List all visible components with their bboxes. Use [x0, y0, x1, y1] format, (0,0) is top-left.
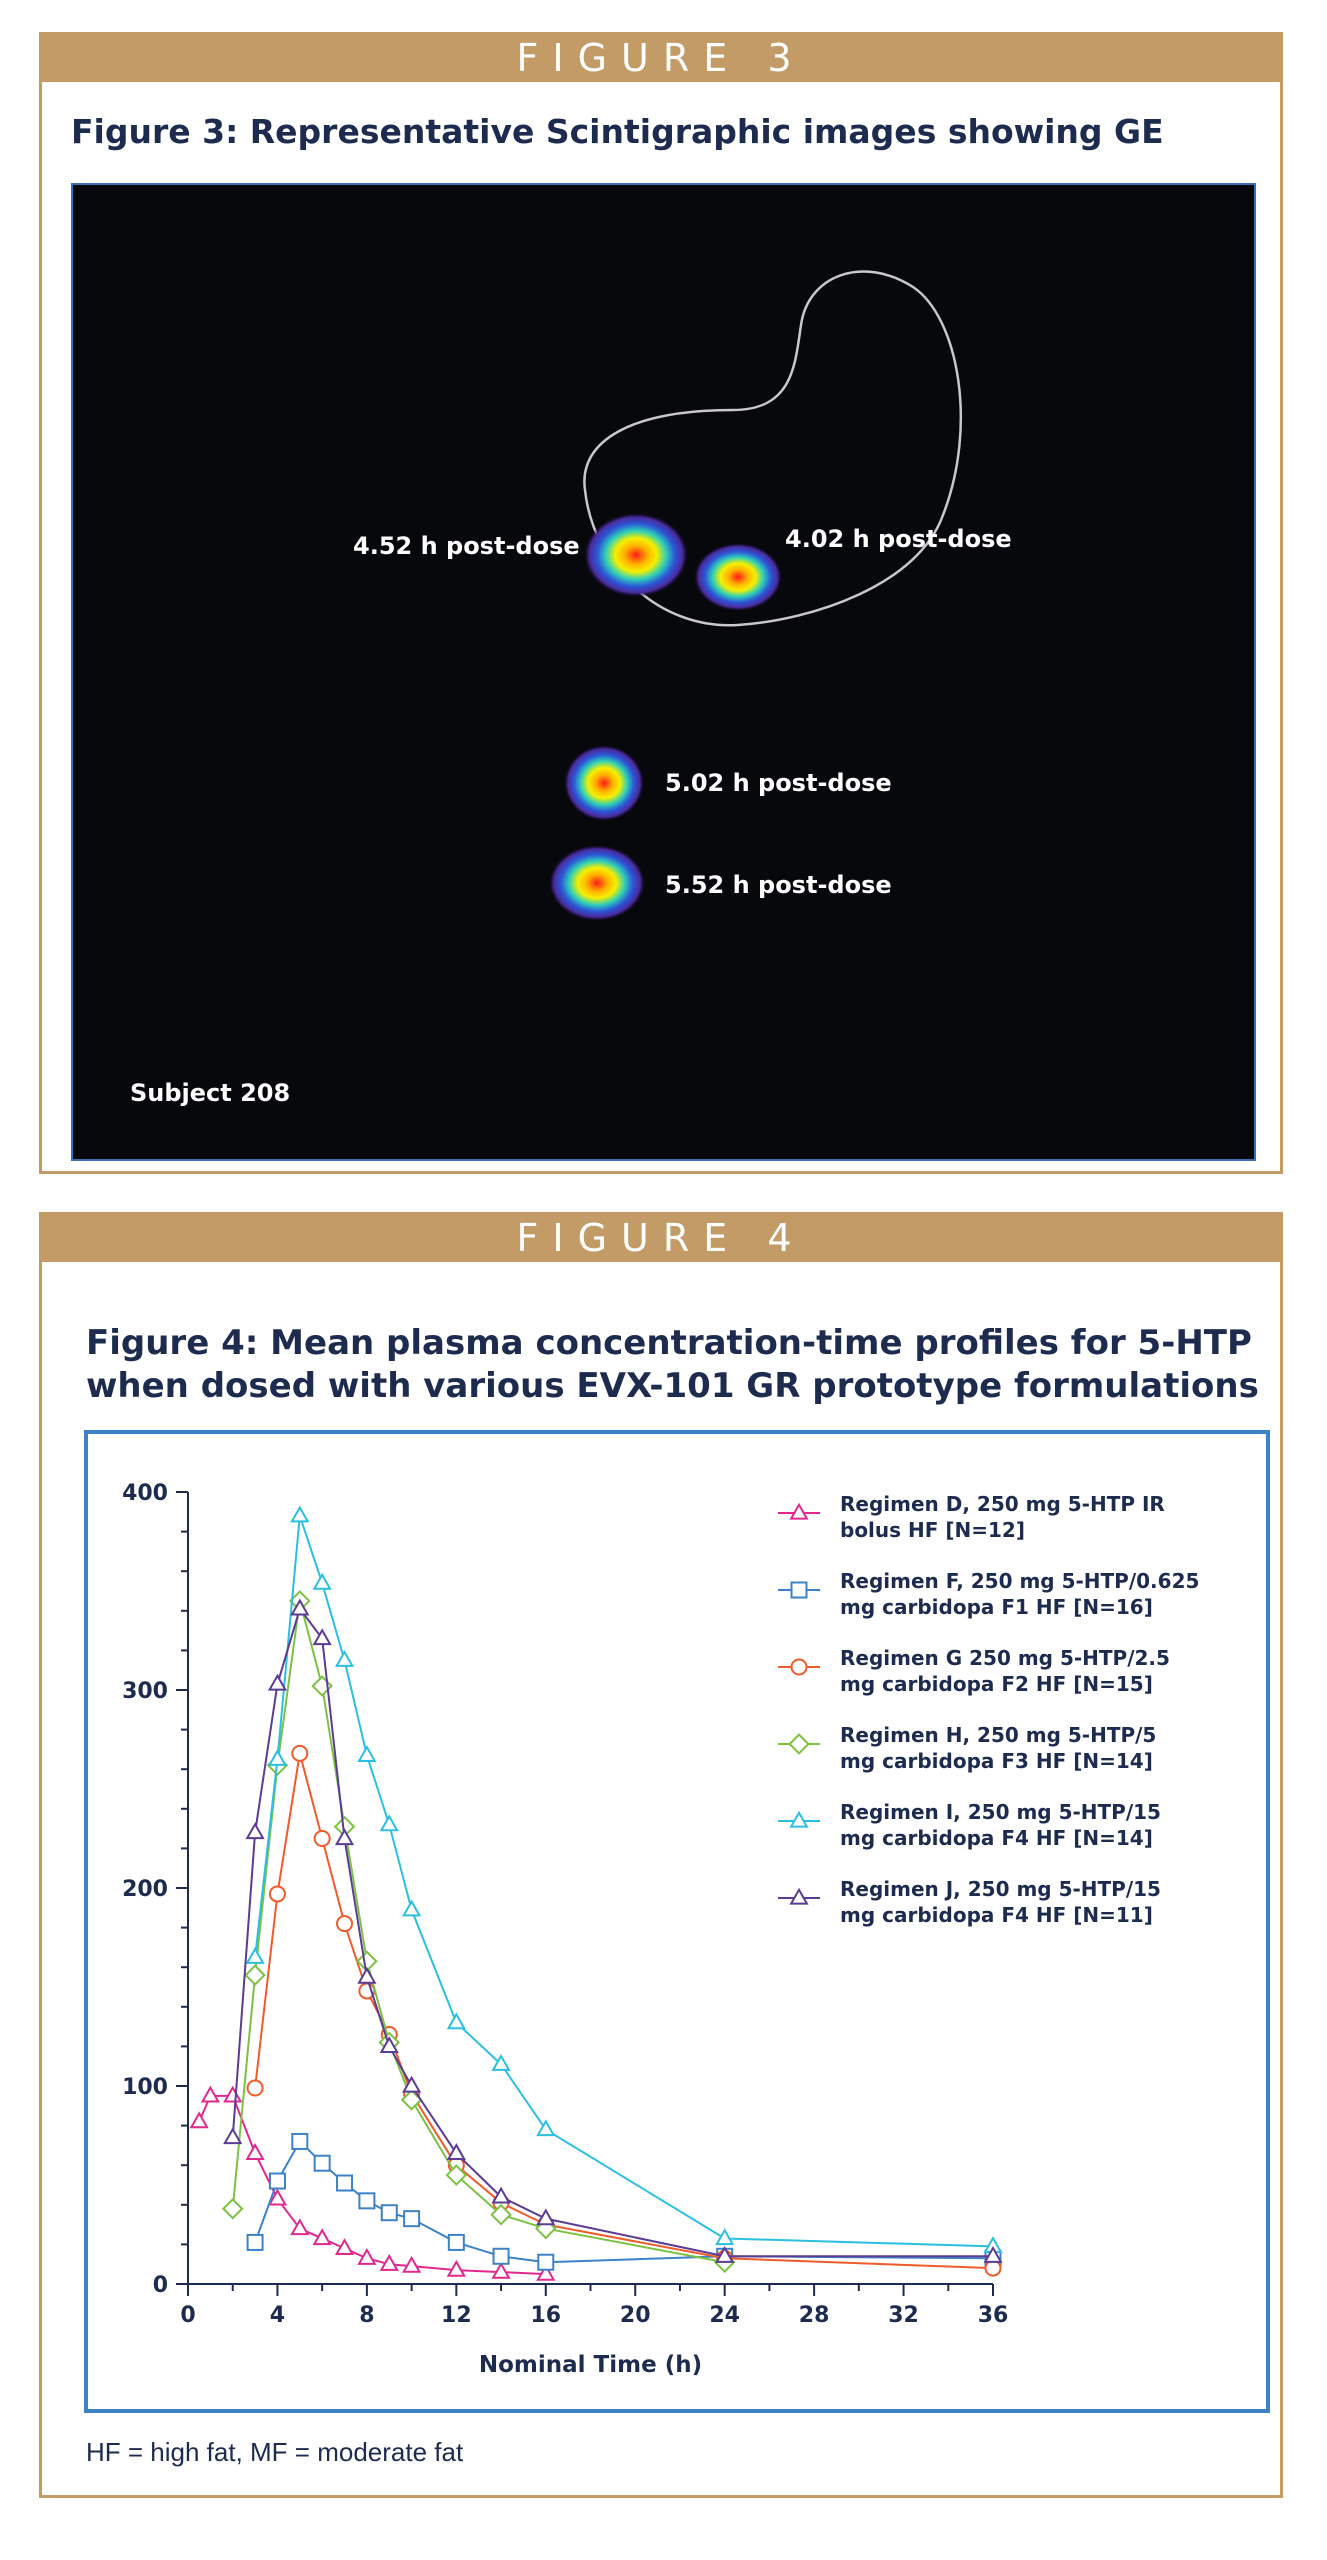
y-tick-label: 100 — [122, 2075, 168, 2100]
label-4-02h: 4.02 h post-dose — [785, 525, 1012, 553]
plasma-concentration-chart — [88, 1434, 1266, 2409]
legend-marker-2 — [792, 1660, 807, 1675]
legend-label-3: Regimen H, 250 mg 5-HTP/5 — [840, 1723, 1157, 1747]
series-point-1 — [382, 2205, 397, 2220]
series-1 — [248, 2134, 1001, 2270]
x-tick-label: 16 — [530, 2303, 562, 2328]
legend-label-4: mg carbidopa F4 HF [N=14] — [840, 1826, 1153, 1850]
chart-frame — [84, 1430, 1270, 2413]
series-point-1 — [449, 2235, 464, 2250]
series-point-2 — [270, 1886, 285, 1901]
figure4-title-line2: when dosed with various EVX-101 GR prototype formulations — [86, 1366, 1259, 1406]
series-point-2 — [248, 2080, 263, 2095]
figure4-banner: FIGURE 4 — [39, 1212, 1283, 1262]
series-point-2 — [315, 1831, 330, 1846]
series-point-2 — [337, 1916, 352, 1931]
legend-marker-0 — [791, 1505, 807, 1519]
legend-label-2: Regimen G 250 mg 5-HTP/2.5 — [840, 1646, 1170, 1670]
y-tick-label: 200 — [122, 1877, 168, 1902]
series-point-5 — [538, 2210, 554, 2224]
series-point-4 — [538, 2121, 554, 2135]
series-point-4 — [270, 1751, 286, 1765]
series-point-0 — [202, 2088, 218, 2102]
x-tick-label: 36 — [977, 2303, 1009, 2328]
bolus-5-02h — [564, 745, 644, 821]
series-point-3 — [246, 1966, 265, 1985]
series-point-5 — [337, 1830, 353, 1844]
series-point-3 — [223, 2199, 242, 2218]
x-axis-label: Nominal Time (h) — [478, 2352, 703, 2378]
series-point-0 — [225, 2088, 241, 2102]
series-point-0 — [493, 2264, 509, 2278]
scintigraphy-image — [71, 183, 1256, 1161]
y-tick-label: 300 — [122, 1679, 168, 1704]
series-point-0 — [247, 2145, 263, 2159]
series-point-4 — [247, 1949, 263, 1963]
series-point-4 — [292, 1508, 308, 1522]
label-5-52h: 5.52 h post-dose — [665, 871, 892, 899]
subject-label: Subject 208 — [130, 1079, 291, 1107]
series-point-4 — [337, 1652, 353, 1666]
legend-label-2: mg carbidopa F2 HF [N=15] — [840, 1672, 1153, 1696]
x-tick-label: 20 — [619, 2303, 651, 2328]
series-point-4 — [448, 2014, 464, 2028]
series-3 — [223, 1592, 734, 2272]
series-point-0 — [314, 2230, 330, 2244]
series-point-1 — [292, 2134, 307, 2149]
series-point-1 — [538, 2255, 553, 2270]
x-tick-label: 12 — [441, 2303, 472, 2328]
series-point-1 — [248, 2235, 263, 2250]
series-point-4 — [717, 2230, 733, 2244]
legend-marker-4 — [791, 1813, 807, 1827]
figure4-title-line1: Figure 4: Mean plasma concentration-time profiles for 5-HTP — [86, 1323, 1252, 1363]
bolus-5-52h — [549, 845, 645, 921]
figure3-title: Figure 3: Representative Scintigraphic images showing GE — [71, 112, 1164, 151]
series-point-2 — [292, 1746, 307, 1761]
series-point-1 — [270, 2174, 285, 2189]
series-point-2 — [986, 2261, 1001, 2276]
series-point-1 — [337, 2176, 352, 2191]
series-point-1 — [494, 2249, 509, 2264]
series-point-0 — [359, 2250, 375, 2264]
series-point-0 — [191, 2113, 207, 2127]
legend-marker-1 — [792, 1583, 807, 1598]
series-point-4 — [359, 1747, 375, 1761]
chart-legend — [778, 1492, 1199, 1927]
series-point-5 — [448, 2145, 464, 2159]
series-point-1 — [359, 2193, 374, 2208]
y-tick-label: 400 — [122, 1481, 168, 1506]
series-point-5 — [225, 2129, 241, 2143]
series-line-3 — [233, 1601, 725, 2262]
legend-label-0: bolus HF [N=12] — [840, 1518, 1025, 1542]
series-point-1 — [404, 2211, 419, 2226]
series-point-4 — [381, 1816, 397, 1830]
series-point-0 — [337, 2240, 353, 2254]
legend-marker-3 — [790, 1735, 809, 1754]
label-4-52h: 4.52 h post-dose — [353, 532, 580, 560]
x-tick-label: 8 — [359, 2303, 375, 2328]
legend-label-3: mg carbidopa F3 HF [N=14] — [840, 1749, 1153, 1773]
series-point-4 — [314, 1575, 330, 1589]
x-tick-label: 28 — [798, 2303, 830, 2328]
legend-label-1: Regimen F, 250 mg 5-HTP/0.625 — [840, 1569, 1200, 1593]
series-point-4 — [404, 1902, 420, 1916]
x-tick-label: 0 — [180, 2303, 196, 2328]
series-point-1 — [315, 2156, 330, 2171]
legend-marker-5 — [791, 1890, 807, 1904]
footnote: HF = high fat, MF = moderate fat — [86, 2437, 464, 2467]
bolus-4-52h — [584, 513, 688, 597]
series-point-5 — [270, 1676, 286, 1690]
y-tick-label: 0 — [152, 2273, 168, 2298]
x-tick-label: 4 — [269, 2303, 286, 2328]
legend-label-5: Regimen J, 250 mg 5-HTP/15 — [840, 1877, 1161, 1901]
bolus-4-02h — [694, 543, 782, 611]
x-tick-label: 24 — [709, 2303, 740, 2328]
label-5-02h: 5.02 h post-dose — [665, 769, 892, 797]
x-tick-label: 32 — [888, 2303, 919, 2328]
series-point-5 — [247, 1824, 263, 1838]
legend-label-1: mg carbidopa F1 HF [N=16] — [840, 1595, 1153, 1619]
legend-label-4: Regimen I, 250 mg 5-HTP/15 — [840, 1800, 1161, 1824]
legend-label-5: mg carbidopa F4 HF [N=11] — [840, 1903, 1153, 1927]
legend-label-0: Regimen D, 250 mg 5-HTP IR — [840, 1492, 1165, 1516]
figure3-banner: FIGURE 3 — [39, 32, 1283, 82]
scintigraphy-svg — [73, 185, 1254, 1159]
